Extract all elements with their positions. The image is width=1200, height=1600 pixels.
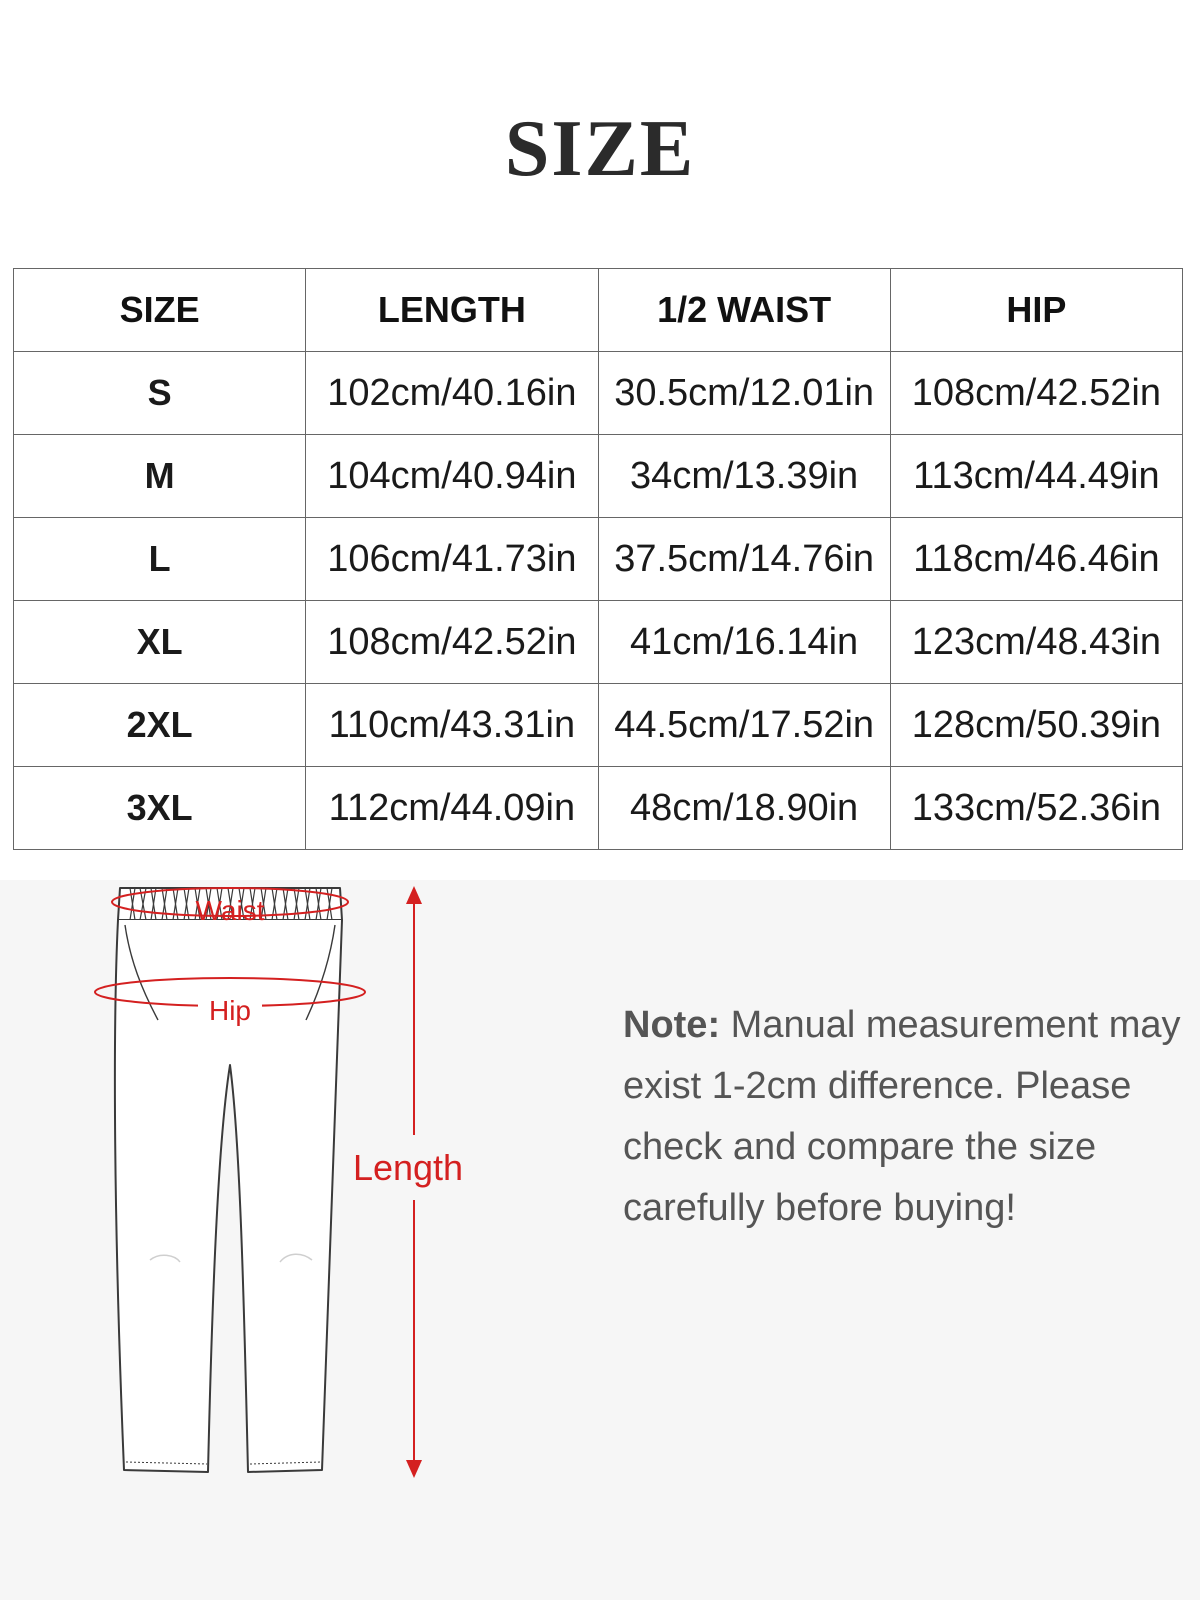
half-waist-cell: 30.5cm/12.01in bbox=[598, 352, 890, 435]
length-cell: 110cm/43.31in bbox=[306, 684, 598, 767]
table-header-row bbox=[14, 269, 1183, 352]
length-cell: 104cm/40.94in bbox=[306, 435, 598, 518]
length-cell: 108cm/42.52in bbox=[306, 601, 598, 684]
length-cell: 112cm/44.09in bbox=[306, 767, 598, 850]
size-cell: L bbox=[14, 518, 306, 601]
table-row bbox=[14, 767, 1183, 850]
half-waist-cell: 34cm/13.39in bbox=[598, 435, 890, 518]
measurement-note bbox=[623, 995, 1183, 1239]
table-row bbox=[14, 435, 1183, 518]
size-cell: M bbox=[14, 435, 306, 518]
waist-label: Waist bbox=[195, 895, 265, 926]
size-chart-table bbox=[13, 268, 1183, 850]
header-half-waist: 1/2 WAIST bbox=[598, 269, 890, 352]
header-hip: HIP bbox=[890, 269, 1182, 352]
hip-cell: 133cm/52.36in bbox=[890, 767, 1182, 850]
hip-label: Hip bbox=[208, 995, 252, 1026]
note-text: Manual measurement may exist 1-2cm difference. Please check and compare the size carefully before buying! bbox=[623, 1004, 1181, 1229]
header-size: SIZE bbox=[14, 269, 306, 352]
length-label: Length bbox=[352, 1147, 464, 1188]
page-title: SIZE bbox=[504, 105, 696, 193]
table-row bbox=[14, 684, 1183, 767]
half-waist-cell: 48cm/18.90in bbox=[598, 767, 890, 850]
table-row bbox=[14, 352, 1183, 435]
half-waist-cell: 41cm/16.14in bbox=[598, 601, 890, 684]
half-waist-cell: 37.5cm/14.76in bbox=[598, 518, 890, 601]
length-cell: 106cm/41.73in bbox=[306, 518, 598, 601]
hip-cell: 118cm/46.46in bbox=[890, 518, 1182, 601]
size-cell: XL bbox=[14, 601, 306, 684]
size-cell: S bbox=[14, 352, 306, 435]
note-label: Note: bbox=[623, 1004, 721, 1046]
hip-cell: 128cm/50.39in bbox=[890, 684, 1182, 767]
pants-measurement-diagram bbox=[80, 880, 510, 1520]
half-waist-cell: 44.5cm/17.52in bbox=[598, 684, 890, 767]
pants-illustration bbox=[115, 888, 342, 1472]
length-cell: 102cm/40.16in bbox=[306, 352, 598, 435]
hip-cell: 123cm/48.43in bbox=[890, 601, 1182, 684]
header-length: LENGTH bbox=[306, 269, 598, 352]
size-cell: 3XL bbox=[14, 767, 306, 850]
hip-cell: 113cm/44.49in bbox=[890, 435, 1182, 518]
size-cell: 2XL bbox=[14, 684, 306, 767]
table-row bbox=[14, 518, 1183, 601]
hip-cell: 108cm/42.52in bbox=[890, 352, 1182, 435]
table-row bbox=[14, 601, 1183, 684]
